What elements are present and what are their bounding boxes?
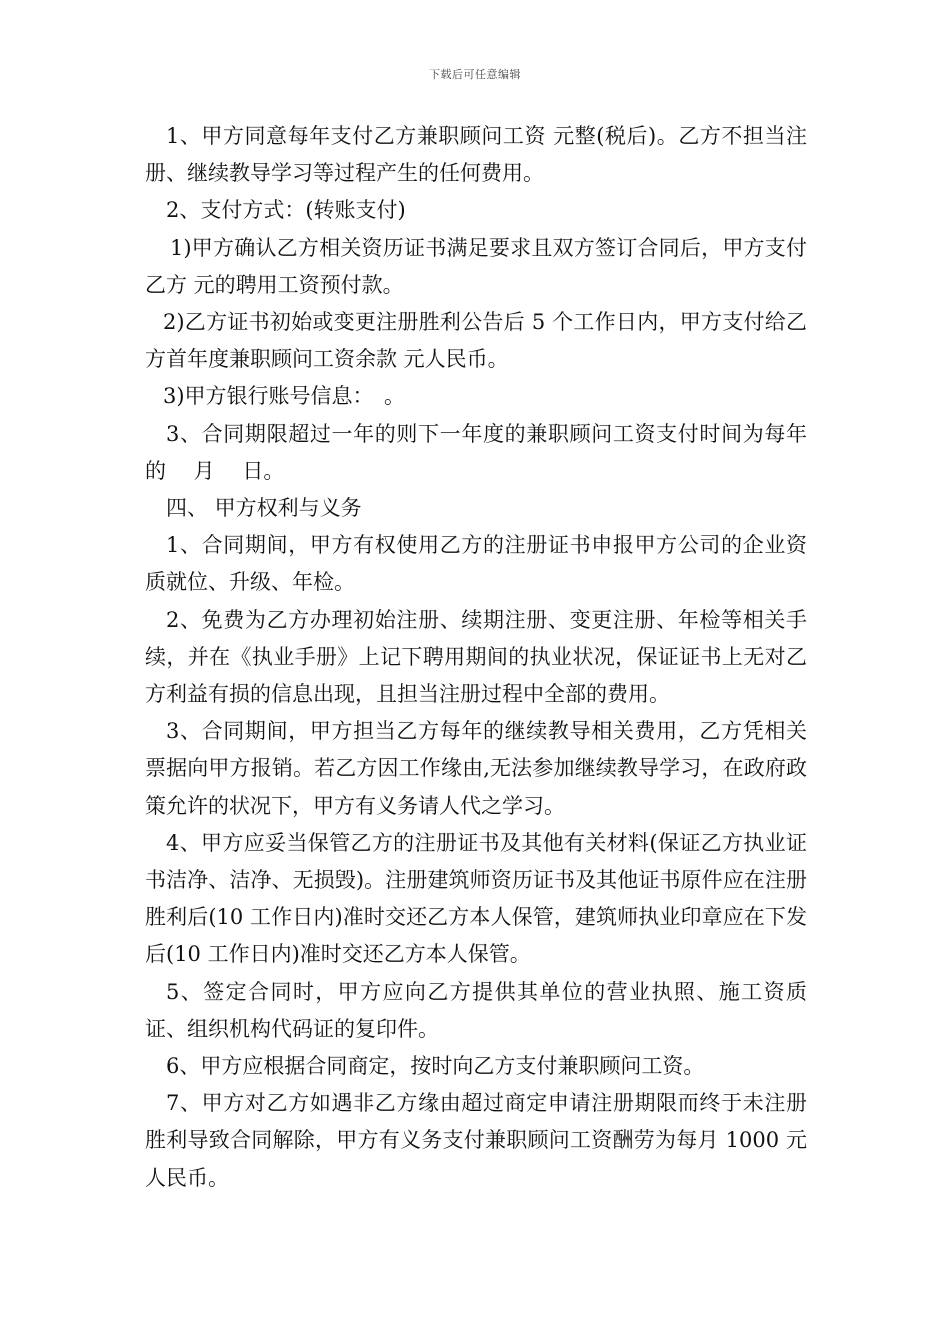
section-heading-party-a-rights: 四、 甲方权利与义务 <box>166 496 362 521</box>
paragraph-certificate-use: 1、合同期间，甲方有权使用乙方的注册证书申报甲方公司的企业资质就位、升级、年检。 <box>145 533 807 595</box>
paragraph-balance-payment: 2)乙方证书初始或变更注册胜利公告后 5 个工作日内，甲方支付给乙方首年度兼职顾问工资余款 元人民币。 <box>145 310 807 372</box>
paragraph-license-copies: 5、签定合同时，甲方应向乙方提供其单位的营业执照、施工资质证、组织机构代码证的复印件。 <box>145 979 807 1041</box>
paragraph-certificate-custody: 4、甲方应妥当保管乙方的注册证书及其他有关材料(保证乙方执业证书洁净、洁净、无损毁)。注册建筑师资历证书及其他证书原件应在注册胜利后(10 工作日内)准时交还乙方本人保管，建筑师执业印章应在下发后(10 工作日内)准时交还乙方本人保管。 <box>145 830 807 967</box>
paragraph-salary-agreement: 1、甲方同意每年支付乙方兼职顾问工资 元整(税后)。乙方不担当注册、继续教导学习等过程产生的任何费用。 <box>145 124 807 186</box>
paragraph-bank-account: 3)甲方银行账号信息： 。 <box>163 384 406 409</box>
page-header: 下载后可任意编辑 <box>429 68 521 81</box>
paragraph-annual-payment-time: 3、合同期限超过一年的则下一年度的兼职顾问工资支付时间为每年的 月 日。 <box>145 421 807 483</box>
paragraph-timely-payment: 6、甲方应根据合同商定，按时向乙方支付兼职顾问工资。 <box>166 1054 705 1079</box>
paragraph-registration-procedures: 2、免费为乙方办理初始注册、续期注册、变更注册、年检等相关手续，并在《执业手册》上记下聘用期间的执业状况，保证证书上无对乙方利益有损的信息出现，且担当注册过程中全部的费用。 <box>145 607 807 707</box>
paragraph-termination-compensation: 7、甲方对乙方如遇非乙方缘由超过商定申请注册期限而终于未注册胜利导致合同解除，甲方有义务支付兼职顾问工资酬劳为每月 1000 元人民币。 <box>145 1091 807 1190</box>
paragraph-continuing-education: 3、合同期间，甲方担当乙方每年的继续教导相关费用，乙方凭相关票据向甲方报销。若乙方因工作缘由,无法参加继续教导学习，在政府政策允许的状况下，甲方有义务请人代之学习。 <box>145 719 807 818</box>
paragraph-payment-method: 2、支付方式：(转账支付) <box>166 198 406 223</box>
paragraph-prepayment: 1)甲方确认乙方相关资历证书满足要求且双方签订合同后，甲方支付乙方 元的聘用工资预付款。 <box>145 235 807 297</box>
document-body <box>145 118 807 1197</box>
